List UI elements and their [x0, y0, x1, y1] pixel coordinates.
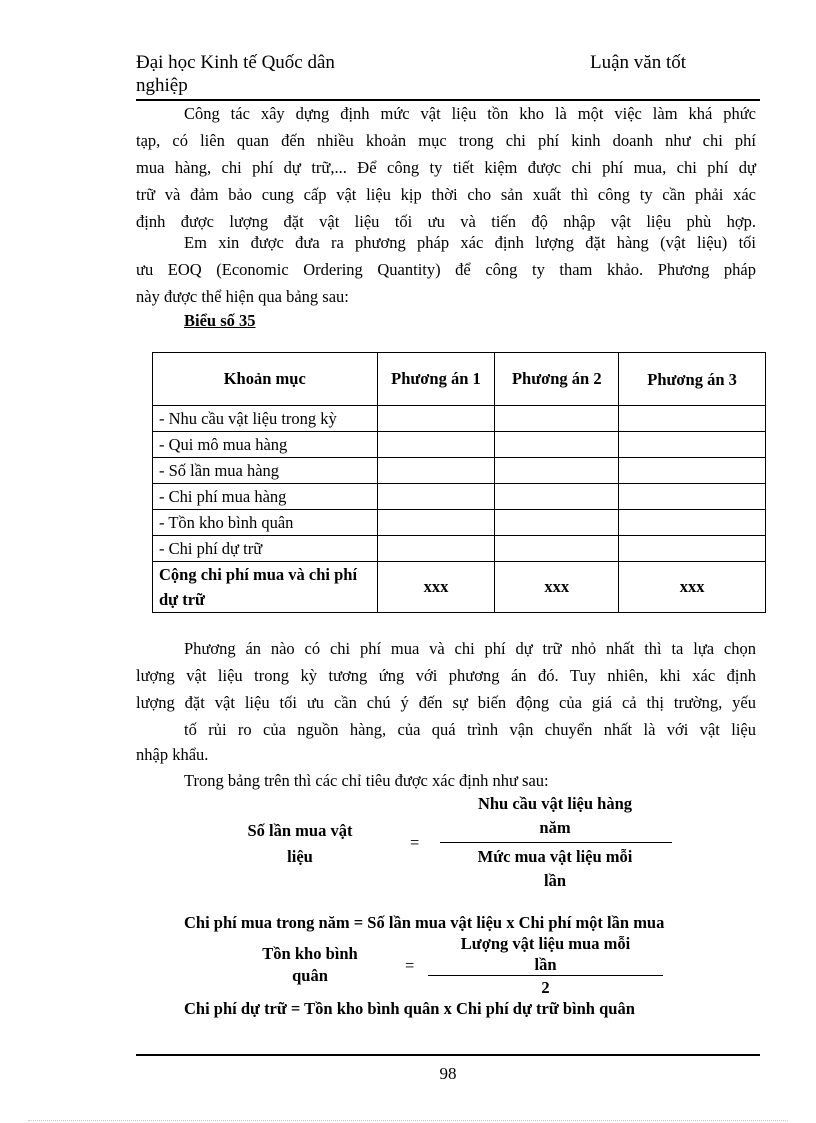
row-label: - Nhu cầu vật liệu trong kỳ — [153, 406, 378, 432]
formula-lhs: liệu — [287, 847, 313, 866]
col-header: Khoản mục — [153, 353, 378, 406]
row-label: - Số lần mua hàng — [153, 458, 378, 484]
page-edge — [28, 1120, 788, 1121]
text-line: tạp, có liên quan đến nhiều khoản mục trong chi phí kinh doanh như chi phí — [136, 131, 756, 150]
text-line: này được thể hiện qua bảng sau: — [136, 287, 349, 306]
formula-purchase-cost: Chi phí mua trong năm = Số lần mua vật liệu x Chi phí một lần mua — [184, 913, 665, 932]
table-row — [153, 510, 766, 536]
formula-numerator: lần — [534, 955, 557, 974]
header-left: Đại học Kinh tế Quốc dân — [136, 52, 335, 73]
page-number: 98 — [439, 1064, 457, 1083]
formula-numerator: Nhu cầu vật liệu hàng — [477, 794, 633, 813]
table-total-row — [153, 562, 766, 613]
table-row — [153, 536, 766, 562]
table-cell — [377, 458, 495, 484]
table-cell — [495, 432, 619, 458]
formula-holding-cost: Chi phí dự trữ = Tồn kho bình quân x Chi phí dự trữ bình quân — [184, 999, 635, 1018]
header-right: Luận văn tốt — [590, 52, 687, 73]
fraction-line — [428, 975, 663, 976]
table-cell — [377, 510, 495, 536]
formula-denominator: Mức mua vật liệu mỗi — [477, 847, 633, 866]
col-header: Phương án 2 — [495, 353, 619, 406]
formula-denominator: lần — [543, 871, 566, 890]
text-line: tố rủi ro của nguồn hàng, của quá trình vận chuyển nhất là với vật liệu — [184, 720, 756, 739]
total-value: xxx — [377, 562, 495, 613]
table-caption: Biểu số 35 — [184, 311, 256, 330]
text-line: lượng vật liệu trong kỳ tương ứng với phương án đó. Tuy nhiên, khi xác định — [136, 666, 756, 685]
fraction-line — [440, 842, 672, 843]
footer-rule — [136, 1054, 760, 1056]
table-cell — [377, 432, 495, 458]
text-line: định được lượng đặt vật liệu tối ưu và tiến độ nhập vật liệu phù hợp. — [136, 212, 756, 231]
table-cell — [619, 536, 766, 562]
table-cell — [619, 458, 766, 484]
table-cell — [619, 484, 766, 510]
cost-table — [152, 352, 766, 613]
formula-numerator: năm — [539, 818, 571, 837]
table-cell — [495, 406, 619, 432]
row-label: - Tồn kho bình quân — [153, 510, 378, 536]
formula-numerator: Lượng vật liệu mua mỗi — [460, 934, 631, 953]
text-line: trữ và đảm bảo cung cấp vật liệu kịp thời cho sản xuất thì công ty cần phải xác — [136, 185, 756, 204]
paragraph-4: Trong bảng trên thì các chỉ tiêu được xác định như sau: — [184, 771, 549, 790]
row-label: - Qui mô mua hàng — [153, 432, 378, 458]
table-cell — [495, 484, 619, 510]
total-value: xxx — [619, 562, 766, 613]
table-cell — [495, 458, 619, 484]
text-line: Em xin được đưa ra phương pháp xác định lượng đặt hàng (vật liệu) tối — [184, 233, 756, 252]
table-cell — [377, 406, 495, 432]
row-label: - Chi phí dự trữ — [153, 536, 378, 562]
table-cell — [619, 432, 766, 458]
table-cell — [377, 484, 495, 510]
table-row — [153, 432, 766, 458]
text-line: Phương án nào có chi phí mua và chi phí dự trữ nhỏ nhất thì ta lựa chọn — [184, 639, 756, 658]
text-line: lượng đặt vật liệu tối ưu cần chú ý đến sự biến động của giá cả thị trường, yếu — [136, 693, 756, 712]
col-header: Phương án 3 — [619, 353, 766, 406]
table-row — [153, 406, 766, 432]
total-label: Cộng chi phí mua và chi phí dự trữ — [153, 562, 378, 613]
equals-sign: = — [405, 956, 415, 975]
formula-lhs: quân — [292, 966, 328, 985]
table-header-row — [153, 353, 766, 406]
table-cell — [377, 536, 495, 562]
text-line: mua hàng, chi phí dự trữ,... Để công ty tiết kiệm được chi phí mua, chi phí dự — [136, 158, 756, 177]
table-row — [153, 484, 766, 510]
formula-lhs: Số lần mua vật — [247, 821, 353, 840]
table-cell — [619, 406, 766, 432]
equals-sign: = — [410, 833, 420, 852]
row-label: - Chi phí mua hàng — [153, 484, 378, 510]
text-line: nhập khẩu. — [136, 745, 209, 764]
text-line: Công tác xây dựng định mức vật liệu tồn kho là một việc làm khá phức — [184, 104, 756, 123]
table-cell — [495, 510, 619, 536]
text-line: ưu EOQ (Economic Ordering Quantity) để công ty tham khảo. Phương pháp — [136, 260, 756, 279]
total-value: xxx — [495, 562, 619, 613]
col-header: Phương án 1 — [377, 353, 495, 406]
formula-lhs: Tồn kho bình — [262, 944, 358, 963]
header-wrap: nghiệp — [136, 75, 188, 96]
table-cell — [619, 510, 766, 536]
table-cell — [495, 536, 619, 562]
formula-denominator: 2 — [541, 978, 550, 997]
table-row — [153, 458, 766, 484]
